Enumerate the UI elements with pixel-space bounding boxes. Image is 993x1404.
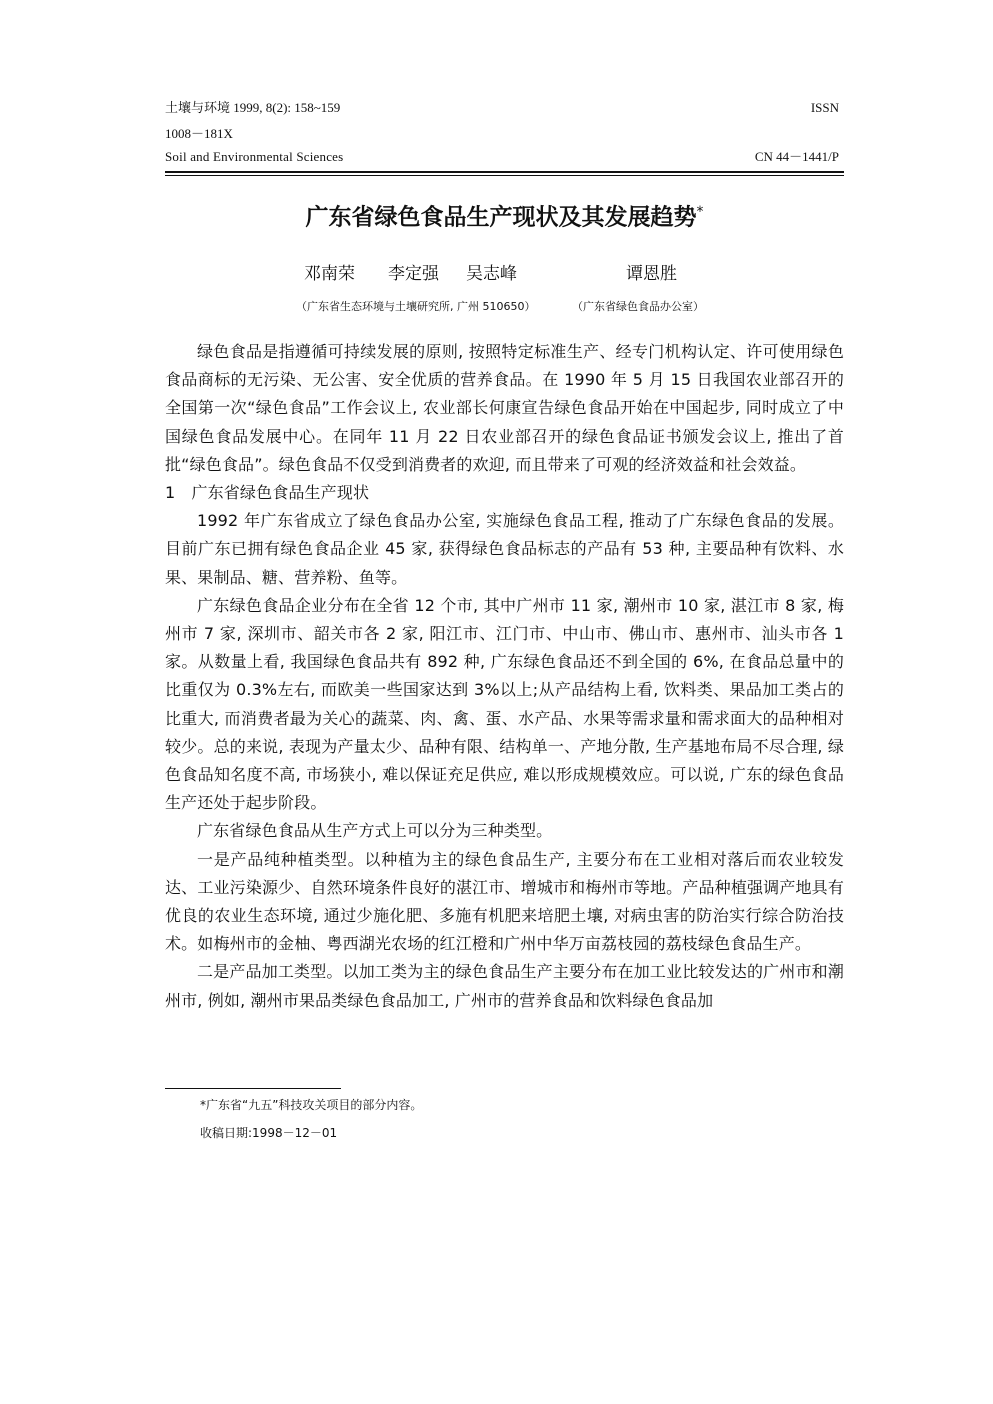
section-heading-1: 1 广东省绿色食品生产现状 — [165, 483, 370, 503]
title-footnote-mark: * — [696, 204, 704, 220]
paragraph-office: 1992 年广东省成立了绿色食品办公室, 实施绿色食品工程, 推动了广东绿色食品的发展。目前广东已拥有绿色食品企业 45 家, 获得绿色食品标志的产品有 53 种, 主要品种有饮料、水果、果制品、糖、营养粉、鱼等。 — [165, 511, 844, 587]
journal-english-name: Soil and Environmental Sciences — [165, 149, 344, 164]
paragraph-type-planting: 一是产品纯种植类型。以种植为主的绿色食品生产, 主要分布在工业相对落后而农业较发达、工业污染源少、自然环境条件良好的湛江市、增城市和梅州市等地。产品种植强调产地具有优良的农业生态环境, 通过少施化肥、多施有机肥来培肥土壤, 对病虫害的防治实行综合防治技术。如梅州市的金柚、粤西湖光农场的红江橙和广州中华万亩荔枝园的荔枝绿色食品生产。 — [165, 849, 844, 954]
paragraph-distribution: 广东绿色食品企业分布在全省 12 个市, 其中广州市 11 家, 潮州市 10 家, 湛江市 8 家, 梅州市 7 家, 深圳市、韶关市各 2 家, 阳江市、江门市、中山市、佛山市、惠州市、汕头市各 1 家。从数量上看, 我国绿色食品共有 892 种, 广东绿色食品还不到全国的 6%, 在食品总量中的比重仅为 0.3%左右, 而欧美一些国家达到 3%以上;从产品结构上看, 饮料类、果品加工类占的比重大, 而消费者最为关心的蔬菜、肉、禽、蛋、水产品、水果等需求量和需求面大的品种相对较少。总的来说, 表现为产量太少、品种有限、结构单一、产地分散, 生产基地布局不尽合理, 绿色食品知名度不高, 市场狭小, 难以保证充足供应, 难以形成规模效应。可以说, 广东的绿色食品生产还处于起步阶段。 — [165, 595, 844, 813]
footnote-received-date: 收稿日期:1998－12－01 — [200, 1126, 338, 1140]
issn-number: 1008－181X — [165, 126, 233, 141]
affiliation-1: （广东省生态环境与土壤研究所, 广州 510650） — [296, 300, 536, 313]
author-1: 邓南荣 — [304, 264, 355, 284]
paragraph-types: 广东省绿色食品从生产方式上可以分为三种类型。 — [197, 821, 553, 841]
article-title — [165, 196, 844, 234]
paragraph-intro: 绿色食品是指遵循可持续发展的原则, 按照特定标准生产、经专门机构认定、许可使用绿色食品商标的无污染、无公害、安全优质的营养食品。在 1990 年 5 月 15 日我国农业部召开的全国第一次“绿色食品”工作会议上, 农业部长何康宣告绿色食品开始在中国起步, 同时成立了中国绿色食品发展中心。在同年 11 月 22 日农业部召开的绿色食品证书颁发会议上, 推出了首批“绿色食品”。绿色食品不仅受到消费者的欢迎, 而且带来了可观的经济效益和社会效益。 — [165, 342, 844, 474]
header-rule-thick — [165, 171, 844, 173]
cn-number: CN 44－1441/P — [754, 149, 839, 164]
author-3: 吴志峰 — [466, 264, 517, 284]
author-2: 李定强 — [388, 264, 439, 284]
journal-citation: 土壤与环境 1999, 8(2): 158~159 — [165, 100, 341, 115]
paragraph-type-processing: 二是产品加工类型。以加工类为主的绿色食品生产主要分布在加工业比较发达的广州市和潮州市, 例如, 潮州市果品类绿色食品加工, 广州市的营养食品和饮料绿色食品加 — [165, 962, 844, 1010]
affiliation-2: （广东省绿色食品办公室） — [572, 300, 704, 313]
footnote-funding: *广东省“九五”科技攻关项目的部分内容。 — [200, 1098, 423, 1112]
article-body — [165, 338, 844, 1015]
footnote-rule — [165, 1088, 341, 1089]
header-rule-thin — [165, 175, 844, 176]
author-4: 谭恩胜 — [626, 264, 677, 284]
issn-label: ISSN — [810, 100, 839, 115]
article-title-text: 广东省绿色食品生产现状及其发展趋势 — [305, 204, 697, 231]
